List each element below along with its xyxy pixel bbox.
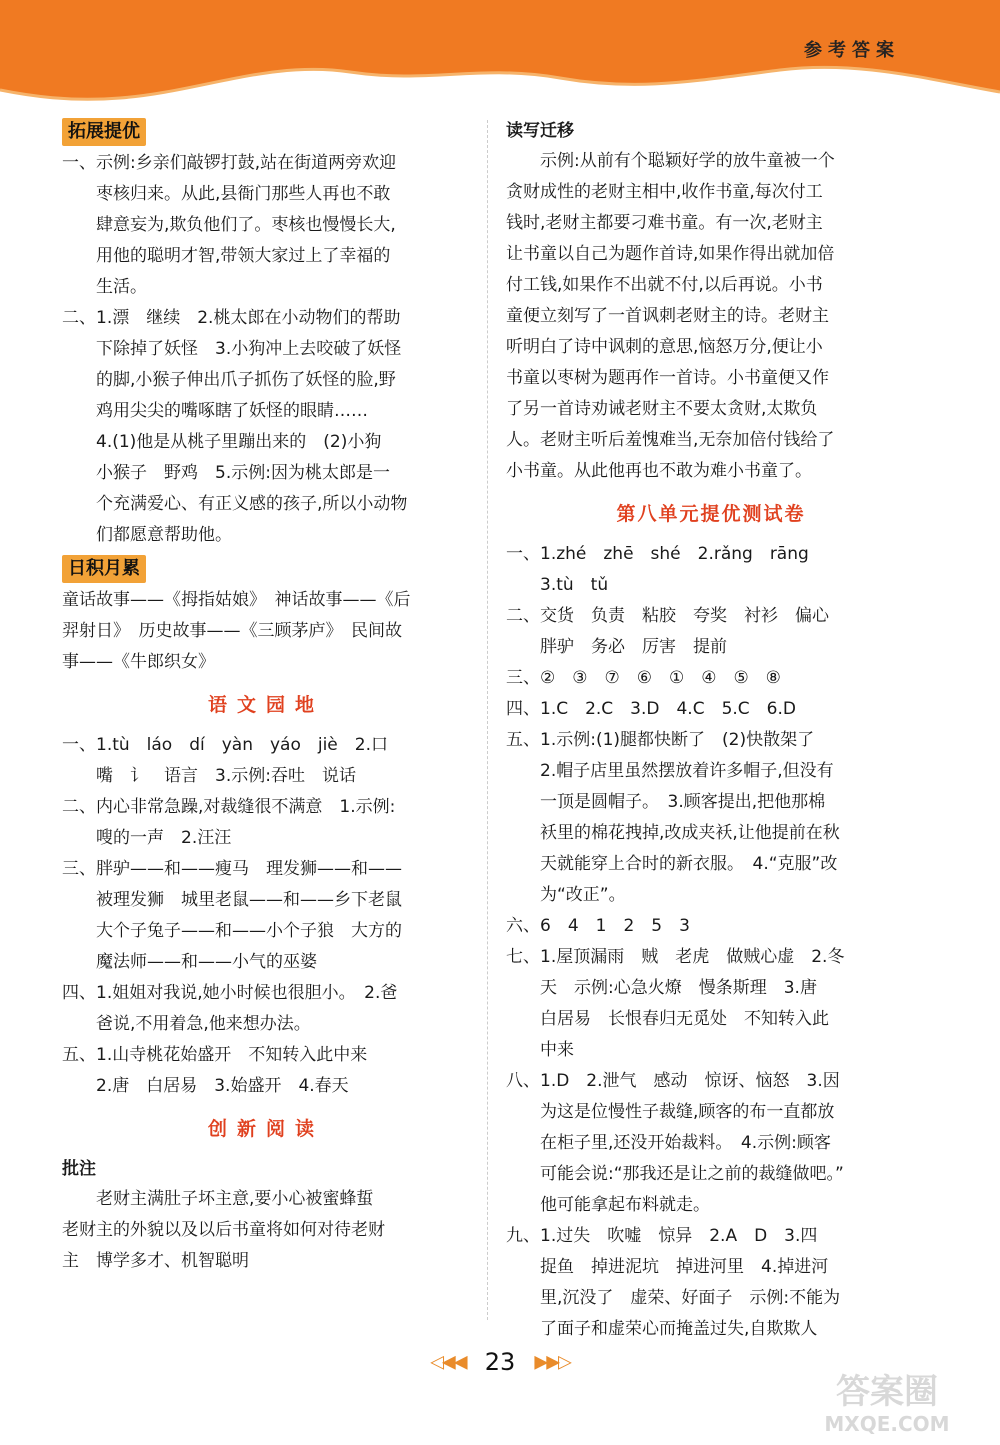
column-divider <box>487 120 488 1320</box>
answer-line: 2.帽子店里虽然摆放着许多帽子,但没有 <box>540 761 834 781</box>
answer-line: 里,沉没了 虚荣、好面子 示例:不能为 <box>540 1288 841 1308</box>
answer-line: 为“改正”。 <box>540 885 626 905</box>
answer-line: 2.唐 白居易 3.始盛开 4.春天 <box>96 1076 349 1096</box>
answer-line: 可能会说:“那我还是让之前的裁缝做吧。” <box>540 1164 844 1184</box>
answer-line: 被理发狮 城里老鼠——和——乡下老鼠 <box>96 890 402 910</box>
answer-line: 为这是位慢性子裁缝,顾客的布一直都放 <box>540 1102 835 1122</box>
answer-line: 童话故事——《拇指姑娘》 神话故事——《后 <box>62 590 411 610</box>
answer-line: 了面子和虚荣心而掩盖过失,自欺欺人 <box>540 1319 818 1339</box>
answer-line: 书童以枣树为题再作一首诗。小书童便又作 <box>506 368 829 388</box>
answer-line: 贪财成性的老财主相中,收作书童,每次付工 <box>506 182 823 202</box>
watermark-logo <box>802 1365 972 1437</box>
answer-line: 生活。 <box>96 277 147 297</box>
svg-text:MXQE.COM: MXQE.COM <box>824 1412 950 1436</box>
answer-line: 用他的聪明才智,带领大家过上了幸福的 <box>96 246 391 266</box>
answer-line: 下除掉了妖怪 3.小狗冲上去咬破了妖怪 <box>96 339 402 359</box>
answer-line: 二、1.漂 继续 2.桃太郎在小动物们的帮助 <box>62 308 401 328</box>
answer-line: 四、1.C 2.C 3.D 4.C 5.C 6.D <box>506 699 796 719</box>
answer-line: 在柜子里,还没开始裁料。 4.示例:顾客 <box>540 1133 831 1153</box>
right-column <box>506 114 916 1345</box>
answer-line: 一、1.zhé zhē shé 2.rǎng rāng <box>506 544 809 564</box>
answer-line: 四、1.姐姐对我说,她小时候也很胆小。 2.爸 <box>62 983 398 1003</box>
answer-line: 天就能穿上合时的新衣服。 4.“克服”改 <box>540 854 838 874</box>
answer-line: 爸说,不用着急,他来想办法。 <box>96 1014 311 1034</box>
answer-line: 钱时,老财主都要刁难书童。有一次,老财主 <box>506 213 823 233</box>
answer-line: 鸡用尖尖的嘴啄瞎了妖怪的眼睛…… <box>96 401 368 421</box>
answer-line: 羿射日》 历史故事——《三顾茅庐》 民间故 <box>62 621 402 641</box>
answer-line: 听明白了诗中讽刺的意思,恼怒万分,便让小 <box>506 337 823 357</box>
answer-line: 天 示例:心急火燎 慢条斯理 3.唐 <box>540 978 817 998</box>
answer-line: 示例:从前有个聪颖好学的放牛童被一个 <box>540 151 835 171</box>
section-heading-language-garden: 语文园地 <box>207 694 324 716</box>
answer-line: 付工钱,如果作不出就不付,以后再说。小书 <box>506 275 823 295</box>
answer-line: 小书童。从此他再也不敢为难小书童了。 <box>506 461 812 481</box>
answer-line: 一、1.tù láo dí yàn yáo jiè 2.口 <box>62 735 388 755</box>
answer-line: 八、1.D 2.泄气 感动 惊讶、恼怒 3.因 <box>506 1071 840 1091</box>
answer-line: 嘴 讠 语言 3.示例:吞吐 说话 <box>96 766 356 786</box>
answer-line: 九、1.过失 吹嘘 惊异 2.A D 3.四 <box>506 1226 818 1246</box>
prev-arrows-icon: ◁◀◀ <box>430 1351 466 1373</box>
answer-line: 了另一首诗劝诫老财主不要太贪财,太欺负 <box>506 399 818 419</box>
answer-line: 大个子兔子——和——小个子狼 大方的 <box>96 921 402 941</box>
answer-line: 他可能拿起布料就走。 <box>540 1195 710 1215</box>
answer-line: 胖驴 务必 厉害 提前 <box>540 637 727 657</box>
answer-line: 捉鱼 掉进泥坑 掉进河里 4.掉进河 <box>540 1257 829 1277</box>
answer-line: 童便立刻写了一首讽刺老财主的诗。老财主 <box>506 306 829 326</box>
answer-line: 个充满爱心、有正义感的孩子,所以小动物 <box>96 494 408 514</box>
answer-line: 老财主满肚子坏主意,要小心被蜜蜂蜇 <box>96 1189 374 1209</box>
section-tag-accumulation: 日积月累 <box>62 555 146 583</box>
answer-line: 主 博学多才、机智聪明 <box>62 1251 249 1271</box>
page-number: 23 <box>484 1348 516 1376</box>
answer-line: 事——《牛郎织女》 <box>62 652 215 672</box>
answer-line: 六、6 4 1 2 5 3 <box>506 916 690 936</box>
answer-line: 二、内心非常急躁,对裁缝很不满意 1.示例: <box>62 797 396 817</box>
answer-line: 让书童以自己为题作首诗,如果作得出就加倍 <box>506 244 835 264</box>
answer-line: 七、1.屋顶漏雨 贼 老虎 做贼心虚 2.冬 <box>506 947 845 967</box>
answer-line: 人。老财主听后羞愧难当,无奈加倍付钱给了 <box>506 430 835 450</box>
answer-line: 的脚,小猴子伸出爪子抓伤了妖怪的脸,野 <box>96 370 396 390</box>
section-heading-unit8-test: 第八单元提优测试卷 <box>616 503 806 525</box>
answer-line: 嗖的一声 2.汪汪 <box>96 828 232 848</box>
answer-line: 枣核归来。从此,县衙门那些人再也不敢 <box>96 184 391 204</box>
left-column <box>62 114 470 1277</box>
section-heading-creative-reading: 创新阅读 <box>207 1118 324 1140</box>
sub-heading-annotation: 批注 <box>62 1159 96 1179</box>
answer-line: 五、1.山寺桃花始盛开 不知转入此中来 <box>62 1045 368 1065</box>
answer-line: 二、交货 负责 粘胶 夸奖 衬衫 偏心 <box>506 606 829 626</box>
answer-line: 们都愿意帮助他。 <box>96 525 232 545</box>
next-arrows-icon: ▶▶▷ <box>534 1351 570 1373</box>
answer-line: 肆意妄为,欺负他们了。枣核也慢慢长大, <box>96 215 396 235</box>
svg-text:答案圈: 答案圈 <box>836 1372 938 1412</box>
answer-line: 袄里的棉花拽掉,改成夹袄,让他提前在秋 <box>540 823 840 843</box>
answer-line: 魔法师——和——小气的巫婆 <box>96 952 317 972</box>
answer-line: 白居易 长恨春归无觅处 不知转入此 <box>540 1009 829 1029</box>
answer-line: 一、示例:乡亲们敲锣打鼓,站在街道两旁欢迎 <box>62 153 397 173</box>
answer-line: 一顶是圆帽子。 3.顾客提出,把他那棉 <box>540 792 826 812</box>
answer-line: 三、② ③ ⑦ ⑥ ① ④ ⑤ ⑧ <box>506 668 781 688</box>
answer-line: 老财主的外貌以及以后书童将如何对待老财 <box>62 1220 385 1240</box>
answer-line: 中来 <box>540 1040 574 1060</box>
page-header-title: 参考答案 <box>804 40 900 61</box>
answer-line: 小猴子 野鸡 5.示例:因为桃太郎是一 <box>96 463 390 483</box>
answer-line: 五、1.示例:(1)腿都快断了 (2)快散架了 <box>506 730 815 750</box>
section-tag-extension: 拓展提优 <box>62 118 146 146</box>
answer-line: 4.(1)他是从桃子里蹦出来的 (2)小狗 <box>96 432 382 452</box>
answer-line: 3.tù tǔ <box>540 575 609 595</box>
answer-line: 三、胖驴——和——瘦马 理发狮——和—— <box>62 859 402 879</box>
sub-heading-reading-writing: 读写迁移 <box>506 121 574 141</box>
